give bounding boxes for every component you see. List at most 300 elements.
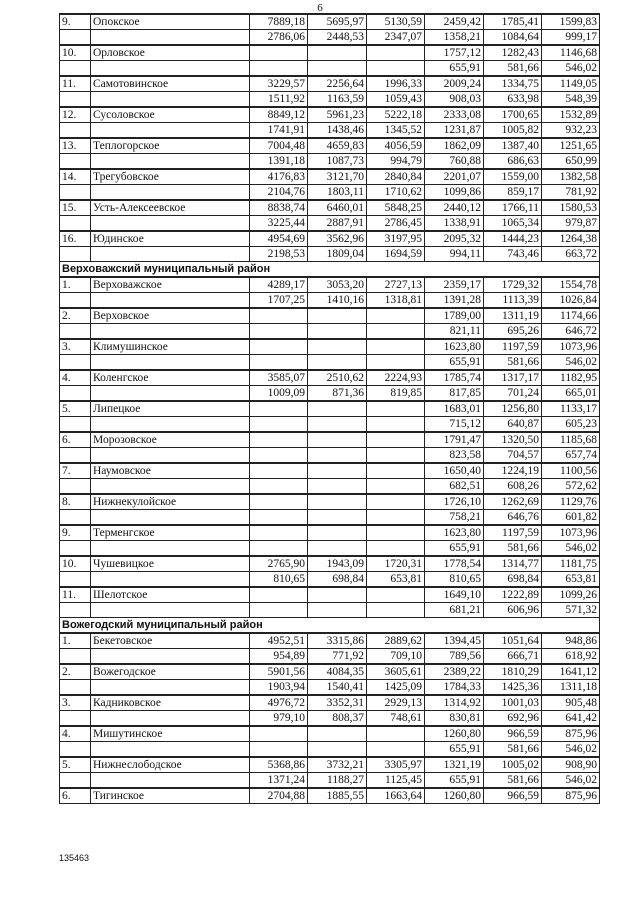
- table-row: [60, 45, 600, 61]
- table-row-continuation: [60, 247, 600, 262]
- value-cell: [308, 324, 367, 340]
- row-number: 5.: [60, 757, 91, 773]
- table-row-continuation: [60, 355, 600, 371]
- document-code: 135463: [59, 853, 90, 863]
- value-cell: 1663,64: [367, 788, 425, 804]
- row-number: 15.: [60, 200, 91, 216]
- value-cell: 681,21: [425, 603, 484, 618]
- section-title: Вожегодский муниципальный район: [60, 618, 600, 634]
- table-row-continuation: [60, 216, 600, 232]
- table-row: [60, 556, 600, 572]
- value-cell: 1358,21: [425, 30, 484, 46]
- value-cell: 1540,41: [308, 680, 367, 696]
- value-cell: 1133,17: [542, 401, 600, 417]
- settlement-name: [91, 572, 250, 588]
- table-row: [60, 76, 600, 92]
- value-cell: 1073,96: [542, 525, 600, 541]
- value-cell: 2887,91: [308, 216, 367, 232]
- value-cell: [250, 541, 308, 557]
- value-cell: 1444,23: [484, 231, 542, 247]
- table-row: [60, 587, 600, 603]
- value-cell: [367, 541, 425, 557]
- value-cell: 666,71: [484, 649, 542, 665]
- value-cell: 1338,91: [425, 216, 484, 232]
- value-cell: 701,24: [484, 386, 542, 402]
- value-cell: [250, 479, 308, 495]
- value-cell: [367, 401, 425, 417]
- value-cell: 1757,12: [425, 45, 484, 61]
- value-cell: [250, 525, 308, 541]
- value-cell: 3305,97: [367, 757, 425, 773]
- settlement-name: Трегубовское: [91, 169, 250, 185]
- value-cell: 4084,35: [308, 664, 367, 680]
- value-cell: 821,11: [425, 324, 484, 340]
- value-cell: 948,86: [542, 633, 600, 649]
- value-cell: [308, 603, 367, 618]
- value-cell: [250, 417, 308, 433]
- table-row-continuation: [60, 448, 600, 464]
- row-number: 3.: [60, 695, 91, 711]
- value-cell: 5961,23: [308, 107, 367, 123]
- settlement-name: Самотовинское: [91, 76, 250, 92]
- value-cell: 1809,04: [308, 247, 367, 262]
- value-cell: 4954,69: [250, 231, 308, 247]
- value-cell: 1345,52: [367, 123, 425, 139]
- row-number: [60, 572, 91, 588]
- settlement-name: [91, 92, 250, 108]
- value-cell: [250, 61, 308, 77]
- row-number: [60, 61, 91, 77]
- settlement-name: [91, 541, 250, 557]
- value-cell: 1026,84: [542, 293, 600, 309]
- row-number: [60, 541, 91, 557]
- value-cell: 3315,86: [308, 633, 367, 649]
- row-number: 8.: [60, 494, 91, 510]
- section-header-row: [60, 262, 600, 278]
- value-cell: 1694,59: [367, 247, 425, 262]
- table-row: [60, 308, 600, 324]
- value-cell: 657,74: [542, 448, 600, 464]
- value-cell: 1683,01: [425, 401, 484, 417]
- value-cell: 571,32: [542, 603, 600, 618]
- row-number: [60, 154, 91, 170]
- value-cell: 2009,24: [425, 76, 484, 92]
- value-cell: 1311,19: [484, 308, 542, 324]
- value-cell: [308, 448, 367, 464]
- table-row: [60, 695, 600, 711]
- value-cell: 1649,10: [425, 587, 484, 603]
- value-cell: 581,66: [484, 355, 542, 371]
- table-row: [60, 525, 600, 541]
- settlement-name: [91, 603, 250, 618]
- value-cell: 789,56: [425, 649, 484, 665]
- row-number: 14.: [60, 169, 91, 185]
- value-cell: 1623,80: [425, 339, 484, 355]
- value-cell: 1182,95: [542, 370, 600, 386]
- row-number: 5.: [60, 401, 91, 417]
- value-cell: [250, 726, 308, 742]
- row-number: [60, 30, 91, 46]
- value-cell: 994,79: [367, 154, 425, 170]
- value-cell: 2095,32: [425, 231, 484, 247]
- row-number: [60, 742, 91, 758]
- settlement-name: Липецкое: [91, 401, 250, 417]
- table-row-continuation: [60, 603, 600, 618]
- section-header-row: [60, 618, 600, 634]
- table-row-continuation: [60, 572, 600, 588]
- value-cell: 581,66: [484, 61, 542, 77]
- value-cell: 618,92: [542, 649, 600, 665]
- value-cell: [308, 401, 367, 417]
- row-number: 11.: [60, 76, 91, 92]
- value-cell: [308, 355, 367, 371]
- value-cell: [367, 432, 425, 448]
- value-cell: 2256,64: [308, 76, 367, 92]
- value-cell: 1051,64: [484, 633, 542, 649]
- value-cell: 1311,18: [542, 680, 600, 696]
- value-cell: 1185,68: [542, 432, 600, 448]
- value-cell: [308, 587, 367, 603]
- value-cell: 1425,36: [484, 680, 542, 696]
- row-number: [60, 773, 91, 789]
- value-cell: 908,90: [542, 757, 600, 773]
- value-cell: 743,46: [484, 247, 542, 262]
- value-cell: 2389,22: [425, 664, 484, 680]
- table-row: [60, 231, 600, 247]
- value-cell: [308, 541, 367, 557]
- settlement-name: Климушинское: [91, 339, 250, 355]
- value-cell: 1188,27: [308, 773, 367, 789]
- row-number: [60, 386, 91, 402]
- value-cell: 1391,18: [250, 154, 308, 170]
- value-cell: 1009,09: [250, 386, 308, 402]
- value-cell: 5130,59: [367, 14, 425, 30]
- value-cell: 966,59: [484, 726, 542, 742]
- row-number: 10.: [60, 556, 91, 572]
- value-cell: 1129,76: [542, 494, 600, 510]
- value-cell: 1222,89: [484, 587, 542, 603]
- row-number: 1.: [60, 633, 91, 649]
- value-cell: 979,87: [542, 216, 600, 232]
- value-cell: 1005,82: [484, 123, 542, 139]
- value-cell: 1623,80: [425, 525, 484, 541]
- table-row: [60, 664, 600, 680]
- row-number: [60, 293, 91, 309]
- table-row: [60, 370, 600, 386]
- value-cell: 1410,16: [308, 293, 367, 309]
- value-cell: 655,91: [425, 61, 484, 77]
- value-cell: 1125,45: [367, 773, 425, 789]
- row-number: [60, 417, 91, 433]
- value-cell: 1559,00: [484, 169, 542, 185]
- value-cell: 1425,09: [367, 680, 425, 696]
- table-row-continuation: [60, 541, 600, 557]
- value-cell: 1231,87: [425, 123, 484, 139]
- settlement-name: [91, 247, 250, 262]
- row-number: 7.: [60, 463, 91, 479]
- value-cell: [250, 587, 308, 603]
- value-cell: 966,59: [484, 788, 542, 804]
- value-cell: 1065,34: [484, 216, 542, 232]
- value-cell: [250, 401, 308, 417]
- value-cell: [250, 339, 308, 355]
- table-row-continuation: [60, 510, 600, 526]
- value-cell: 2104,76: [250, 185, 308, 201]
- row-number: [60, 92, 91, 108]
- value-cell: 4659,83: [308, 138, 367, 154]
- value-cell: 7889,18: [250, 14, 308, 30]
- value-cell: 1251,65: [542, 138, 600, 154]
- settlement-name: [91, 386, 250, 402]
- settlement-name: [91, 30, 250, 46]
- value-cell: 1641,12: [542, 664, 600, 680]
- value-cell: 771,92: [308, 649, 367, 665]
- value-cell: 2448,53: [308, 30, 367, 46]
- value-cell: [308, 61, 367, 77]
- settlement-name: Морозовское: [91, 432, 250, 448]
- row-number: [60, 355, 91, 371]
- row-number: 9.: [60, 14, 91, 30]
- row-number: [60, 216, 91, 232]
- value-cell: 5695,97: [308, 14, 367, 30]
- value-cell: 875,96: [542, 788, 600, 804]
- value-cell: 655,91: [425, 355, 484, 371]
- value-cell: 608,26: [484, 479, 542, 495]
- table-row-continuation: [60, 154, 600, 170]
- value-cell: 1391,28: [425, 293, 484, 309]
- tariff-table: [59, 13, 600, 804]
- value-cell: 3197,95: [367, 231, 425, 247]
- value-cell: 830,81: [425, 711, 484, 727]
- value-cell: 932,23: [542, 123, 600, 139]
- value-cell: 663,72: [542, 247, 600, 262]
- value-cell: 1554,78: [542, 277, 600, 293]
- value-cell: 1260,80: [425, 726, 484, 742]
- settlement-name: [91, 773, 250, 789]
- value-cell: 1810,29: [484, 664, 542, 680]
- row-number: 4.: [60, 370, 91, 386]
- value-cell: 2704,88: [250, 788, 308, 804]
- value-cell: [367, 494, 425, 510]
- value-cell: 1334,75: [484, 76, 542, 92]
- value-cell: 1099,26: [542, 587, 600, 603]
- value-cell: 1903,94: [250, 680, 308, 696]
- table-row-continuation: [60, 386, 600, 402]
- value-cell: 646,76: [484, 510, 542, 526]
- settlement-name: Чушевицкое: [91, 556, 250, 572]
- value-cell: 3229,57: [250, 76, 308, 92]
- table-row-continuation: [60, 711, 600, 727]
- value-cell: [308, 308, 367, 324]
- value-cell: 633,98: [484, 92, 542, 108]
- value-cell: [250, 603, 308, 618]
- value-cell: 1321,19: [425, 757, 484, 773]
- table-row: [60, 339, 600, 355]
- row-number: [60, 448, 91, 464]
- value-cell: [367, 463, 425, 479]
- value-cell: 4952,51: [250, 633, 308, 649]
- value-cell: [308, 339, 367, 355]
- value-cell: 810,65: [425, 572, 484, 588]
- value-cell: 698,84: [308, 572, 367, 588]
- value-cell: 2786,06: [250, 30, 308, 46]
- value-cell: 692,96: [484, 711, 542, 727]
- value-cell: 760,88: [425, 154, 484, 170]
- value-cell: 4176,83: [250, 169, 308, 185]
- value-cell: [250, 432, 308, 448]
- value-cell: 1224,19: [484, 463, 542, 479]
- settlement-name: [91, 649, 250, 665]
- value-cell: 999,17: [542, 30, 600, 46]
- value-cell: 1803,11: [308, 185, 367, 201]
- value-cell: 1005,02: [484, 757, 542, 773]
- table-row: [60, 788, 600, 804]
- value-cell: 653,81: [367, 572, 425, 588]
- value-cell: [367, 45, 425, 61]
- value-cell: [367, 339, 425, 355]
- settlement-name: [91, 742, 250, 758]
- table-row: [60, 494, 600, 510]
- row-number: 1.: [60, 277, 91, 293]
- value-cell: 3121,70: [308, 169, 367, 185]
- value-cell: [308, 494, 367, 510]
- value-cell: 3225,44: [250, 216, 308, 232]
- value-cell: 1149,05: [542, 76, 600, 92]
- value-cell: 581,66: [484, 541, 542, 557]
- value-cell: [367, 308, 425, 324]
- value-cell: 3585,07: [250, 370, 308, 386]
- value-cell: 2840,84: [367, 169, 425, 185]
- table-row-continuation: [60, 123, 600, 139]
- row-number: [60, 680, 91, 696]
- value-cell: [367, 355, 425, 371]
- value-cell: 546,02: [542, 355, 600, 371]
- value-cell: 823,58: [425, 448, 484, 464]
- table-row-continuation: [60, 742, 600, 758]
- value-cell: [250, 45, 308, 61]
- settlement-name: [91, 479, 250, 495]
- value-cell: 1511,92: [250, 92, 308, 108]
- value-cell: [250, 448, 308, 464]
- value-cell: 546,02: [542, 61, 600, 77]
- value-cell: 2201,07: [425, 169, 484, 185]
- value-cell: 1100,56: [542, 463, 600, 479]
- settlement-name: [91, 448, 250, 464]
- value-cell: 709,10: [367, 649, 425, 665]
- row-number: 11.: [60, 587, 91, 603]
- value-cell: 875,96: [542, 726, 600, 742]
- value-cell: 1371,24: [250, 773, 308, 789]
- value-cell: 581,66: [484, 742, 542, 758]
- value-cell: 908,03: [425, 92, 484, 108]
- value-cell: 1001,03: [484, 695, 542, 711]
- row-number: [60, 603, 91, 618]
- value-cell: 650,99: [542, 154, 600, 170]
- value-cell: 2440,12: [425, 200, 484, 216]
- value-cell: 605,23: [542, 417, 600, 433]
- settlement-name: Терменгское: [91, 525, 250, 541]
- table-row: [60, 432, 600, 448]
- value-cell: 1778,54: [425, 556, 484, 572]
- table-row-continuation: [60, 293, 600, 309]
- value-cell: 2889,62: [367, 633, 425, 649]
- value-cell: 655,91: [425, 773, 484, 789]
- value-cell: [367, 587, 425, 603]
- value-cell: [250, 324, 308, 340]
- value-cell: 665,01: [542, 386, 600, 402]
- value-cell: 1789,00: [425, 308, 484, 324]
- settlement-name: Нижнекулойское: [91, 494, 250, 510]
- value-cell: 1650,40: [425, 463, 484, 479]
- value-cell: 1317,17: [484, 370, 542, 386]
- value-cell: 653,81: [542, 572, 600, 588]
- value-cell: [308, 45, 367, 61]
- value-cell: 748,61: [367, 711, 425, 727]
- value-cell: [250, 510, 308, 526]
- settlement-name: [91, 293, 250, 309]
- value-cell: 1862,09: [425, 138, 484, 154]
- value-cell: 1256,80: [484, 401, 542, 417]
- value-cell: 6460,01: [308, 200, 367, 216]
- value-cell: 5848,25: [367, 200, 425, 216]
- value-cell: 1791,47: [425, 432, 484, 448]
- value-cell: 1174,66: [542, 308, 600, 324]
- value-cell: 781,92: [542, 185, 600, 201]
- value-cell: 2359,17: [425, 277, 484, 293]
- value-cell: 819,85: [367, 386, 425, 402]
- table-row-continuation: [60, 61, 600, 77]
- value-cell: 1099,86: [425, 185, 484, 201]
- row-number: [60, 123, 91, 139]
- table-row: [60, 463, 600, 479]
- table-row-continuation: [60, 417, 600, 433]
- table-row: [60, 401, 600, 417]
- settlement-name: [91, 154, 250, 170]
- value-cell: 5368,86: [250, 757, 308, 773]
- table-row-continuation: [60, 680, 600, 696]
- value-cell: 994,11: [425, 247, 484, 262]
- table-row: [60, 757, 600, 773]
- value-cell: 1996,33: [367, 76, 425, 92]
- value-cell: [308, 463, 367, 479]
- settlement-name: [91, 216, 250, 232]
- value-cell: 695,26: [484, 324, 542, 340]
- value-cell: 4976,72: [250, 695, 308, 711]
- section-title: Верховажский муниципальный район: [60, 262, 600, 278]
- value-cell: 8838,74: [250, 200, 308, 216]
- value-cell: [367, 525, 425, 541]
- value-cell: 581,66: [484, 773, 542, 789]
- value-cell: 1146,68: [542, 45, 600, 61]
- value-cell: [367, 417, 425, 433]
- value-cell: 2727,13: [367, 277, 425, 293]
- settlement-name: [91, 123, 250, 139]
- row-number: 10.: [60, 45, 91, 61]
- value-cell: [250, 742, 308, 758]
- settlement-name: [91, 61, 250, 77]
- row-number: [60, 324, 91, 340]
- settlement-name: Шелотское: [91, 587, 250, 603]
- value-cell: 905,48: [542, 695, 600, 711]
- table-row: [60, 726, 600, 742]
- table-row-continuation: [60, 773, 600, 789]
- value-cell: 1282,43: [484, 45, 542, 61]
- value-cell: 1580,53: [542, 200, 600, 216]
- value-cell: 1885,55: [308, 788, 367, 804]
- value-cell: 2765,90: [250, 556, 308, 572]
- table-row: [60, 14, 600, 30]
- value-cell: 3732,21: [308, 757, 367, 773]
